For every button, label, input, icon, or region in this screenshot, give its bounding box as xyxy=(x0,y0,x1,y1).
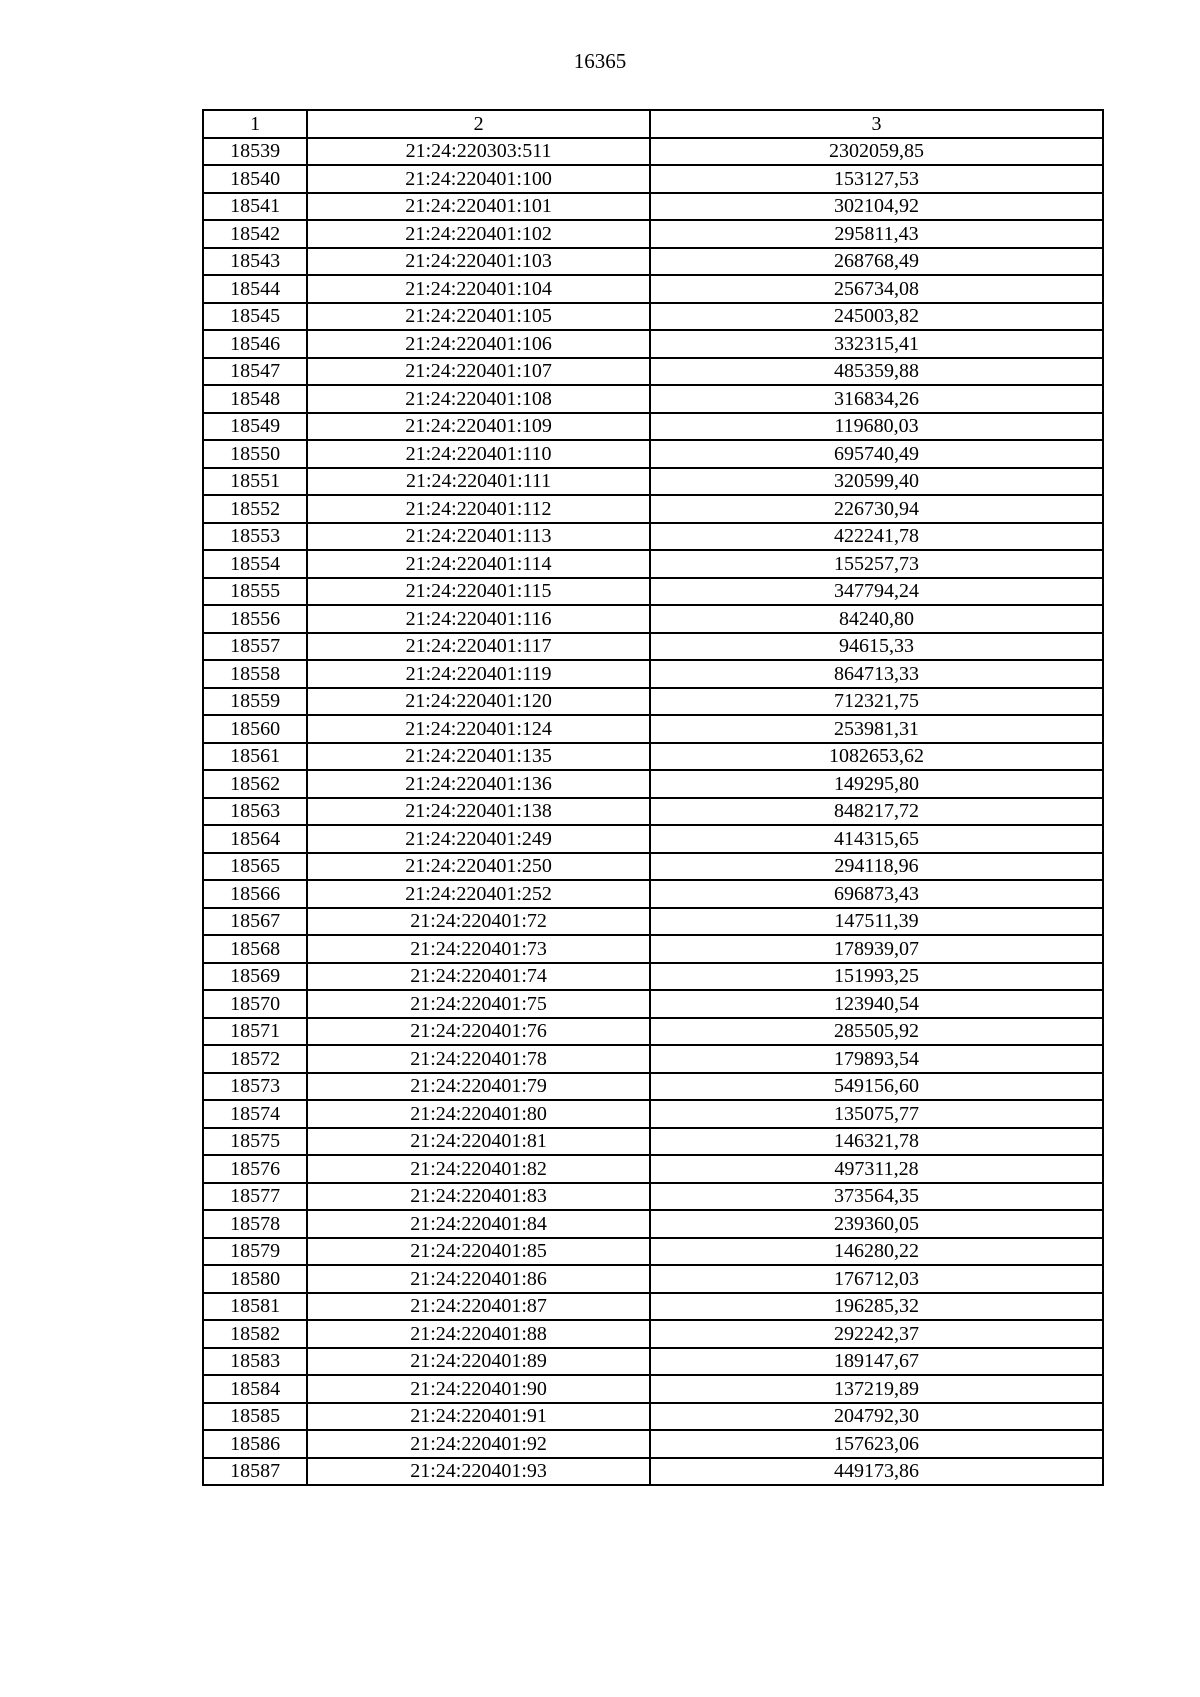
table-row xyxy=(203,1320,1103,1348)
table-header xyxy=(203,110,1103,138)
row-number-cell: 18587 xyxy=(203,1458,307,1486)
value-cell: 137219,89 xyxy=(650,1375,1103,1403)
cadastral-number-cell: 21:24:220401:111 xyxy=(307,468,650,496)
table-row xyxy=(203,990,1103,1018)
row-number-cell: 18580 xyxy=(203,1265,307,1293)
cadastral-number-cell: 21:24:220401:104 xyxy=(307,275,650,303)
cadastral-number-cell: 21:24:220401:84 xyxy=(307,1210,650,1238)
table-row xyxy=(203,138,1103,166)
row-number-cell: 18545 xyxy=(203,303,307,331)
cadastral-number-cell: 21:24:220401:93 xyxy=(307,1458,650,1486)
table-row xyxy=(203,1073,1103,1101)
cadastral-number-cell: 21:24:220401:74 xyxy=(307,963,650,991)
row-number-cell: 18578 xyxy=(203,1210,307,1238)
column-header-2: 2 xyxy=(307,110,650,138)
row-number-cell: 18575 xyxy=(203,1128,307,1156)
row-number-cell: 18574 xyxy=(203,1100,307,1128)
table-row xyxy=(203,303,1103,331)
row-number-cell: 18564 xyxy=(203,825,307,853)
cadastral-number-cell: 21:24:220401:120 xyxy=(307,688,650,716)
cadastral-number-cell: 21:24:220401:100 xyxy=(307,165,650,193)
cadastral-number-cell: 21:24:220401:73 xyxy=(307,935,650,963)
row-number-cell: 18579 xyxy=(203,1238,307,1266)
cadastral-number-cell: 21:24:220401:72 xyxy=(307,908,650,936)
table-row xyxy=(203,798,1103,826)
row-number-cell: 18567 xyxy=(203,908,307,936)
table-row xyxy=(203,880,1103,908)
cadastral-number-cell: 21:24:220401:92 xyxy=(307,1430,650,1458)
value-cell: 449173,86 xyxy=(650,1458,1103,1486)
row-number-cell: 18584 xyxy=(203,1375,307,1403)
value-cell: 864713,33 xyxy=(650,660,1103,688)
table-row xyxy=(203,633,1103,661)
value-cell: 695740,49 xyxy=(650,440,1103,468)
table-row xyxy=(203,578,1103,606)
table-row xyxy=(203,248,1103,276)
row-number-cell: 18549 xyxy=(203,413,307,441)
value-cell: 485359,88 xyxy=(650,358,1103,386)
cadastral-number-cell: 21:24:220401:105 xyxy=(307,303,650,331)
table-row xyxy=(203,1128,1103,1156)
cadastral-number-cell: 21:24:220401:112 xyxy=(307,495,650,523)
cadastral-number-cell: 21:24:220401:252 xyxy=(307,880,650,908)
table-row xyxy=(203,825,1103,853)
cadastral-number-cell: 21:24:220401:138 xyxy=(307,798,650,826)
table-row xyxy=(203,440,1103,468)
value-cell: 1082653,62 xyxy=(650,743,1103,771)
table-row xyxy=(203,358,1103,386)
table-row xyxy=(203,413,1103,441)
row-number-cell: 18565 xyxy=(203,853,307,881)
row-number-cell: 18572 xyxy=(203,1045,307,1073)
cadastral-number-cell: 21:24:220401:85 xyxy=(307,1238,650,1266)
cadastral-number-cell: 21:24:220401:78 xyxy=(307,1045,650,1073)
table-row xyxy=(203,1018,1103,1046)
table-row xyxy=(203,1045,1103,1073)
cadastral-number-cell: 21:24:220401:115 xyxy=(307,578,650,606)
row-number-cell: 18583 xyxy=(203,1348,307,1376)
row-number-cell: 18582 xyxy=(203,1320,307,1348)
row-number-cell: 18542 xyxy=(203,220,307,248)
row-number-cell: 18546 xyxy=(203,330,307,358)
table-row xyxy=(203,1183,1103,1211)
value-cell: 2302059,85 xyxy=(650,138,1103,166)
value-cell: 373564,35 xyxy=(650,1183,1103,1211)
table-row xyxy=(203,743,1103,771)
value-cell: 149295,80 xyxy=(650,770,1103,798)
cadastral-number-cell: 21:24:220401:108 xyxy=(307,385,650,413)
cadastral-number-cell: 21:24:220401:87 xyxy=(307,1293,650,1321)
cadastral-number-cell: 21:24:220401:83 xyxy=(307,1183,650,1211)
value-cell: 316834,26 xyxy=(650,385,1103,413)
value-cell: 151993,25 xyxy=(650,963,1103,991)
row-number-cell: 18586 xyxy=(203,1430,307,1458)
value-cell: 422241,78 xyxy=(650,523,1103,551)
cadastral-number-cell: 21:24:220401:101 xyxy=(307,193,650,221)
cadastral-number-cell: 21:24:220401:82 xyxy=(307,1155,650,1183)
value-cell: 84240,80 xyxy=(650,605,1103,633)
cadastral-number-cell: 21:24:220401:91 xyxy=(307,1403,650,1431)
row-number-cell: 18568 xyxy=(203,935,307,963)
table-row xyxy=(203,1348,1103,1376)
table-row xyxy=(203,1100,1103,1128)
row-number-cell: 18539 xyxy=(203,138,307,166)
value-cell: 155257,73 xyxy=(650,550,1103,578)
table-row xyxy=(203,1155,1103,1183)
cadastral-number-cell: 21:24:220401:249 xyxy=(307,825,650,853)
cadastral-number-cell: 21:24:220401:113 xyxy=(307,523,650,551)
table-row xyxy=(203,1403,1103,1431)
cadastral-number-cell: 21:24:220401:89 xyxy=(307,1348,650,1376)
table-row xyxy=(203,1430,1103,1458)
table-row xyxy=(203,550,1103,578)
row-number-cell: 18555 xyxy=(203,578,307,606)
table-row xyxy=(203,1293,1103,1321)
value-cell: 147511,39 xyxy=(650,908,1103,936)
cadastral-number-cell: 21:24:220401:88 xyxy=(307,1320,650,1348)
table-row xyxy=(203,908,1103,936)
cadastral-number-cell: 21:24:220401:119 xyxy=(307,660,650,688)
cadastral-number-cell: 21:24:220401:75 xyxy=(307,990,650,1018)
value-cell: 146321,78 xyxy=(650,1128,1103,1156)
value-cell: 176712,03 xyxy=(650,1265,1103,1293)
value-cell: 414315,65 xyxy=(650,825,1103,853)
table-row xyxy=(203,1210,1103,1238)
table-row xyxy=(203,660,1103,688)
value-cell: 189147,67 xyxy=(650,1348,1103,1376)
row-number-cell: 18569 xyxy=(203,963,307,991)
row-number-cell: 18556 xyxy=(203,605,307,633)
cadastral-number-cell: 21:24:220303:511 xyxy=(307,138,650,166)
table-row xyxy=(203,770,1103,798)
value-cell: 179893,54 xyxy=(650,1045,1103,1073)
value-cell: 123940,54 xyxy=(650,990,1103,1018)
value-cell: 712321,75 xyxy=(650,688,1103,716)
cadastral-number-cell: 21:24:220401:250 xyxy=(307,853,650,881)
value-cell: 94615,33 xyxy=(650,633,1103,661)
value-cell: 497311,28 xyxy=(650,1155,1103,1183)
row-number-cell: 18581 xyxy=(203,1293,307,1321)
row-number-cell: 18540 xyxy=(203,165,307,193)
cadastral-number-cell: 21:24:220401:117 xyxy=(307,633,650,661)
cadastral-number-cell: 21:24:220401:79 xyxy=(307,1073,650,1101)
value-cell: 549156,60 xyxy=(650,1073,1103,1101)
table-row xyxy=(203,330,1103,358)
row-number-cell: 18571 xyxy=(203,1018,307,1046)
row-number-cell: 18577 xyxy=(203,1183,307,1211)
value-cell: 285505,92 xyxy=(650,1018,1103,1046)
value-cell: 294118,96 xyxy=(650,853,1103,881)
row-number-cell: 18558 xyxy=(203,660,307,688)
row-number-cell: 18541 xyxy=(203,193,307,221)
row-number-cell: 18566 xyxy=(203,880,307,908)
value-cell: 153127,53 xyxy=(650,165,1103,193)
table-row xyxy=(203,715,1103,743)
cadastral-number-cell: 21:24:220401:80 xyxy=(307,1100,650,1128)
cadastral-number-cell: 21:24:220401:107 xyxy=(307,358,650,386)
row-number-cell: 18563 xyxy=(203,798,307,826)
value-cell: 848217,72 xyxy=(650,798,1103,826)
cadastral-number-cell: 21:24:220401:106 xyxy=(307,330,650,358)
cadastral-number-cell: 21:24:220401:124 xyxy=(307,715,650,743)
value-cell: 239360,05 xyxy=(650,1210,1103,1238)
value-cell: 302104,92 xyxy=(650,193,1103,221)
row-number-cell: 18551 xyxy=(203,468,307,496)
cadastral-number-cell: 21:24:220401:136 xyxy=(307,770,650,798)
table-row xyxy=(203,1458,1103,1486)
cadastral-number-cell: 21:24:220401:81 xyxy=(307,1128,650,1156)
row-number-cell: 18573 xyxy=(203,1073,307,1101)
table-row xyxy=(203,688,1103,716)
row-number-cell: 18576 xyxy=(203,1155,307,1183)
value-cell: 196285,32 xyxy=(650,1293,1103,1321)
row-number-cell: 18544 xyxy=(203,275,307,303)
table-row xyxy=(203,523,1103,551)
value-cell: 146280,22 xyxy=(650,1238,1103,1266)
row-number-cell: 18560 xyxy=(203,715,307,743)
value-cell: 268768,49 xyxy=(650,248,1103,276)
cadastral-number-cell: 21:24:220401:90 xyxy=(307,1375,650,1403)
table-row xyxy=(203,165,1103,193)
table-body xyxy=(203,138,1103,1486)
cadastral-number-cell: 21:24:220401:86 xyxy=(307,1265,650,1293)
table-row xyxy=(203,495,1103,523)
cadastral-number-cell: 21:24:220401:135 xyxy=(307,743,650,771)
row-number-cell: 18550 xyxy=(203,440,307,468)
row-number-cell: 18552 xyxy=(203,495,307,523)
value-cell: 253981,31 xyxy=(650,715,1103,743)
cadastral-number-cell: 21:24:220401:110 xyxy=(307,440,650,468)
value-cell: 292242,37 xyxy=(650,1320,1103,1348)
value-cell: 226730,94 xyxy=(650,495,1103,523)
page-number: 16365 xyxy=(573,49,627,73)
row-number-cell: 18570 xyxy=(203,990,307,1018)
cadastral-number-cell: 21:24:220401:116 xyxy=(307,605,650,633)
table-row xyxy=(203,468,1103,496)
table-row xyxy=(203,220,1103,248)
column-header-3: 3 xyxy=(650,110,1103,138)
value-cell: 332315,41 xyxy=(650,330,1103,358)
row-number-cell: 18585 xyxy=(203,1403,307,1431)
cadastral-number-cell: 21:24:220401:109 xyxy=(307,413,650,441)
value-cell: 256734,08 xyxy=(650,275,1103,303)
column-header-1: 1 xyxy=(203,110,307,138)
table-row xyxy=(203,853,1103,881)
row-number-cell: 18554 xyxy=(203,550,307,578)
row-number-cell: 18548 xyxy=(203,385,307,413)
value-cell: 320599,40 xyxy=(650,468,1103,496)
row-number-cell: 18559 xyxy=(203,688,307,716)
table-row xyxy=(203,1375,1103,1403)
row-number-cell: 18547 xyxy=(203,358,307,386)
row-number-cell: 18561 xyxy=(203,743,307,771)
row-number-cell: 18562 xyxy=(203,770,307,798)
value-cell: 119680,03 xyxy=(650,413,1103,441)
table-row xyxy=(203,1265,1103,1293)
table-row xyxy=(203,275,1103,303)
row-number-cell: 18543 xyxy=(203,248,307,276)
data-table xyxy=(202,109,1104,1486)
table-row xyxy=(203,935,1103,963)
cadastral-number-cell: 21:24:220401:114 xyxy=(307,550,650,578)
cadastral-number-cell: 21:24:220401:76 xyxy=(307,1018,650,1046)
table-row xyxy=(203,1238,1103,1266)
value-cell: 204792,30 xyxy=(650,1403,1103,1431)
value-cell: 157623,06 xyxy=(650,1430,1103,1458)
row-number-cell: 18557 xyxy=(203,633,307,661)
header-row xyxy=(203,110,1103,138)
value-cell: 178939,07 xyxy=(650,935,1103,963)
table-row xyxy=(203,605,1103,633)
cadastral-number-cell: 21:24:220401:102 xyxy=(307,220,650,248)
cadastral-number-cell: 21:24:220401:103 xyxy=(307,248,650,276)
value-cell: 245003,82 xyxy=(650,303,1103,331)
table-row xyxy=(203,963,1103,991)
table-row xyxy=(203,193,1103,221)
value-cell: 696873,43 xyxy=(650,880,1103,908)
value-cell: 135075,77 xyxy=(650,1100,1103,1128)
table-row xyxy=(203,385,1103,413)
value-cell: 295811,43 xyxy=(650,220,1103,248)
value-cell: 347794,24 xyxy=(650,578,1103,606)
row-number-cell: 18553 xyxy=(203,523,307,551)
